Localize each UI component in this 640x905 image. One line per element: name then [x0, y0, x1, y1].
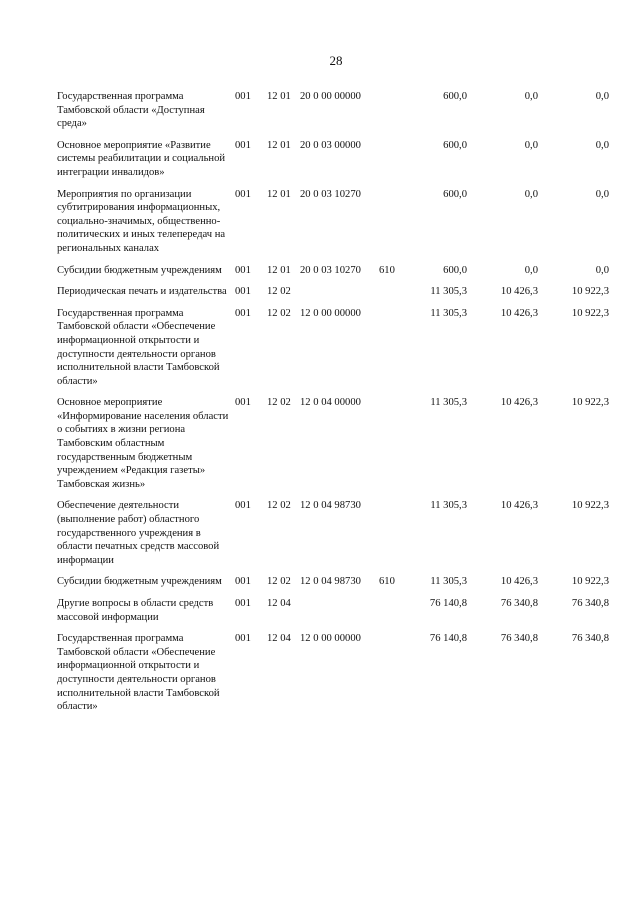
target-article-code: 12 0 00 00000	[300, 307, 361, 319]
section-code: 12 01	[267, 264, 291, 276]
amount-year-1: 11 305,3	[430, 307, 467, 319]
row-name: Другие вопросы в области средств массовой информации	[57, 598, 214, 623]
table-row	[57, 188, 617, 256]
ministry-code: 001	[235, 500, 251, 512]
amount-year-1: 600,0	[443, 188, 467, 200]
row-name: Основное мероприятие «Развитие системы реабилитации и социальной интеграции инвалидов»	[57, 139, 226, 178]
amount-year-2: 10 426,3	[500, 307, 538, 319]
row-name: Государственная программа Тамбовской области «Обеспечение информационной открытости и доступности деятельности органов исполнительной власти Тамбовской области»	[57, 307, 220, 387]
section-code: 12 02	[267, 286, 291, 298]
amount-year-1: 11 305,3	[430, 500, 467, 512]
amount-year-1: 76 140,8	[429, 633, 467, 645]
target-article-code: 12 0 04 00000	[300, 397, 361, 409]
amount-year-1: 11 305,3	[430, 576, 467, 588]
table-row	[57, 575, 617, 589]
table-row	[57, 264, 617, 278]
section-code: 12 01	[267, 188, 291, 200]
amount-year-1: 600,0	[443, 264, 467, 276]
amount-year-2: 0,0	[524, 139, 538, 151]
amount-year-3: 10 922,3	[571, 286, 609, 298]
row-name: Субсидии бюджетным учреждениям	[57, 576, 222, 588]
table-row	[57, 632, 617, 714]
amount-year-3: 10 922,3	[571, 500, 609, 512]
table-row	[57, 307, 617, 389]
section-code: 12 04	[267, 598, 291, 609]
section-code: 12 01	[267, 139, 291, 151]
row-name: Периодическая печать и издательства	[57, 286, 227, 298]
target-article-code: 12 0 04 98730	[300, 576, 361, 588]
table-row	[57, 396, 617, 491]
amount-year-1: 76 140,8	[429, 598, 467, 609]
amount-year-2: 76 340,8	[500, 633, 538, 645]
amount-year-2: 10 426,3	[500, 286, 538, 298]
amount-year-3: 10 922,3	[571, 576, 609, 588]
target-article-code: 12 0 04 98730	[300, 500, 361, 512]
amount-year-3: 76 340,8	[571, 633, 609, 645]
row-name: Государственная программа Тамбовской области «Обеспечение информационной открытости и доступности деятельности органов исполнительной власти Тамбовской области»	[57, 633, 220, 713]
ministry-code: 001	[235, 307, 251, 319]
section-code: 12 02	[267, 576, 291, 588]
amount-year-3: 76 340,8	[571, 598, 609, 609]
page-number: 28	[329, 53, 343, 68]
ministry-code: 001	[235, 91, 251, 102]
ministry-code: 001	[235, 598, 251, 609]
amount-year-3: 0,0	[595, 188, 609, 200]
amount-year-1: 600,0	[443, 91, 467, 102]
amount-year-2: 0,0	[524, 91, 538, 102]
amount-year-1: 600,0	[443, 139, 467, 151]
row-name: Обеспечение деятельности (выполнение работ) областного государственного учреждения в области печатных средств массовой информации	[57, 500, 220, 566]
amount-year-3: 0,0	[595, 264, 609, 276]
ministry-code: 001	[235, 286, 251, 298]
row-name: Основное мероприятие «Информирование населения области о событиях в жизни региона Тамбовским областным государственным бюджетным учреждением «Редакция газеты» Тамбовская жизнь»	[57, 397, 229, 490]
target-article-code: 20 0 03 00000	[300, 139, 361, 151]
amount-year-2: 76 340,8	[500, 598, 538, 609]
amount-year-2: 10 426,3	[500, 576, 538, 588]
table-row	[57, 139, 617, 180]
amount-year-3: 10 922,3	[571, 397, 609, 409]
ministry-code: 001	[235, 264, 251, 276]
ministry-code: 001	[235, 397, 251, 409]
target-article-code: 12 0 00 00000	[300, 633, 361, 645]
ministry-code: 001	[235, 188, 251, 200]
row-name: Субсидии бюджетным учреждениям	[57, 264, 222, 276]
amount-year-1: 11 305,3	[430, 397, 467, 409]
amount-year-2: 10 426,3	[500, 500, 538, 512]
amount-year-3: 0,0	[595, 139, 609, 151]
target-article-code: 20 0 03 10270	[300, 264, 361, 276]
amount-year-2: 0,0	[524, 188, 538, 200]
section-code: 12 01	[267, 91, 291, 102]
row-name: Мероприятия по организации субтитрирования информационных, социально-значимых, общественно-политических и иных телепередач на региональных каналах	[57, 188, 226, 254]
table-row	[57, 597, 617, 624]
ministry-code: 001	[235, 576, 251, 588]
target-article-code: 20 0 00 00000	[300, 91, 361, 102]
row-name: Государственная программа Тамбовской области «Доступная среда»	[57, 91, 205, 130]
section-code: 12 04	[267, 633, 291, 645]
target-article-code: 20 0 03 10270	[300, 188, 361, 200]
amount-year-2: 0,0	[524, 264, 538, 276]
table-row	[57, 90, 617, 131]
expense-type-code: 610	[379, 576, 395, 588]
section-code: 12 02	[267, 500, 291, 512]
expense-type-code: 610	[379, 264, 395, 276]
amount-year-2: 10 426,3	[500, 397, 538, 409]
ministry-code: 001	[235, 139, 251, 151]
section-code: 12 02	[267, 397, 291, 409]
amount-year-3: 0,0	[595, 91, 609, 102]
table-row	[57, 285, 617, 299]
budget-table	[57, 90, 617, 714]
table-row	[57, 499, 617, 567]
section-code: 12 02	[267, 307, 291, 319]
ministry-code: 001	[235, 633, 251, 645]
amount-year-3: 10 922,3	[571, 307, 609, 319]
amount-year-1: 11 305,3	[430, 286, 467, 298]
